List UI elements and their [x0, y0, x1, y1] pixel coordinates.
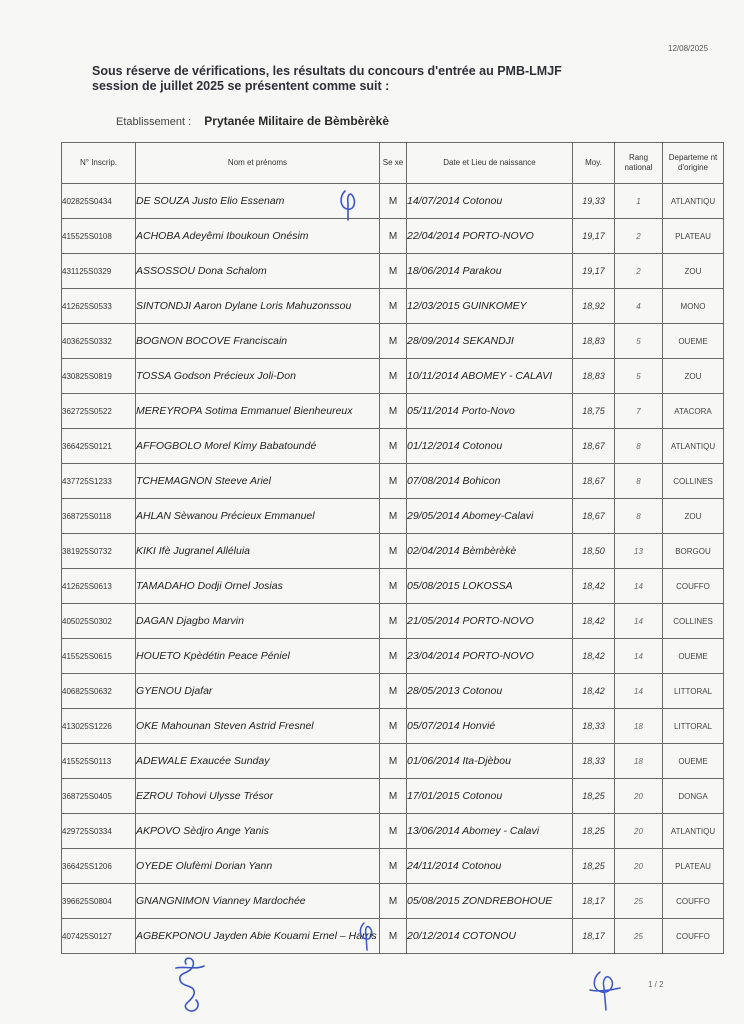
table-row: [62, 919, 724, 954]
candidate-name: AHLAN Sèwanou Précieux Emmanuel: [136, 499, 380, 534]
inscription-number: 429725S0334: [62, 814, 136, 849]
inscription-number: 415525S0615: [62, 639, 136, 674]
birth-date-place: 24/11/2014 Cotonou: [407, 849, 573, 884]
initial-mark-last-row: [356, 920, 378, 952]
birth-date-place: 05/11/2014 Porto-Novo: [407, 394, 573, 429]
candidate-sex: M: [380, 464, 407, 499]
birth-date-place: 13/06/2014 Abomey - Calavi: [407, 814, 573, 849]
average-score: 18,25: [573, 849, 615, 884]
department-of-origin: COLLINES: [663, 464, 724, 499]
candidate-sex: M: [380, 254, 407, 289]
candidate-sex: M: [380, 709, 407, 744]
national-rank: 14: [615, 639, 663, 674]
signature-right: [586, 966, 624, 1012]
department-of-origin: COLLINES: [663, 604, 724, 639]
inscription-number: 437725S1233: [62, 464, 136, 499]
candidate-sex: M: [380, 674, 407, 709]
inscription-number: 412625S0533: [62, 289, 136, 324]
average-score: 18,17: [573, 919, 615, 954]
table-row: [62, 639, 724, 674]
candidate-sex: M: [380, 359, 407, 394]
candidate-sex: M: [380, 324, 407, 359]
table-row: [62, 779, 724, 814]
establishment: [116, 114, 389, 128]
national-rank: 1: [615, 184, 663, 219]
department-of-origin: LITTORAL: [663, 674, 724, 709]
national-rank: 18: [615, 744, 663, 779]
average-score: 18,92: [573, 289, 615, 324]
candidate-sex: M: [380, 569, 407, 604]
table-row: [62, 744, 724, 779]
candidate-sex: M: [380, 289, 407, 324]
department-of-origin: COUFFO: [663, 569, 724, 604]
birth-date-place: 29/05/2014 Abomey-Calavi: [407, 499, 573, 534]
national-rank: 4: [615, 289, 663, 324]
national-rank: 8: [615, 499, 663, 534]
department-of-origin: OUEME: [663, 324, 724, 359]
print-date: 12/08/2025: [668, 44, 709, 53]
results-table: [61, 142, 724, 954]
average-score: 18,25: [573, 779, 615, 814]
candidate-sex: M: [380, 639, 407, 674]
initial-mark-row1: [336, 188, 362, 222]
national-rank: 2: [615, 254, 663, 289]
table-row: [62, 604, 724, 639]
table-row: [62, 499, 724, 534]
department-of-origin: PLATEAU: [663, 219, 724, 254]
national-rank: 25: [615, 919, 663, 954]
inscription-number: 403625S0332: [62, 324, 136, 359]
average-score: 18,67: [573, 499, 615, 534]
candidate-sex: M: [380, 534, 407, 569]
national-rank: 20: [615, 814, 663, 849]
department-of-origin: ZOU: [663, 499, 724, 534]
department-of-origin: ATLANTIQU: [663, 184, 724, 219]
candidate-sex: M: [380, 849, 407, 884]
national-rank: 20: [615, 849, 663, 884]
average-score: 18,33: [573, 709, 615, 744]
candidate-name: HOUETO Kpèdétin Peace Péniel: [136, 639, 380, 674]
inscription-number: 381925S0732: [62, 534, 136, 569]
results-body: [62, 184, 724, 954]
table-row: [62, 849, 724, 884]
table-row: [62, 464, 724, 499]
average-score: 18,42: [573, 569, 615, 604]
col-header-department: Departeme nt d'origine: [663, 143, 724, 184]
national-rank: 18: [615, 709, 663, 744]
candidate-sex: M: [380, 884, 407, 919]
inscription-number: 413025S1226: [62, 709, 136, 744]
birth-date-place: 12/03/2015 GUINKOMEY: [407, 289, 573, 324]
inscription-number: 368725S0118: [62, 499, 136, 534]
department-of-origin: ATLANTIQU: [663, 429, 724, 464]
col-header-name: Nom et prénoms: [136, 143, 380, 184]
col-header-sex: Se xe: [380, 143, 407, 184]
average-score: 18,25: [573, 814, 615, 849]
birth-date-place: 23/04/2014 PORTO-NOVO: [407, 639, 573, 674]
candidate-sex: M: [380, 779, 407, 814]
national-rank: 14: [615, 569, 663, 604]
candidate-sex: M: [380, 814, 407, 849]
average-score: 19,33: [573, 184, 615, 219]
candidate-name: MEREYROPA Sotima Emmanuel Bienheureux: [136, 394, 380, 429]
inscription-number: 405025S0302: [62, 604, 136, 639]
page-number: 1 / 2: [648, 980, 664, 989]
department-of-origin: BORGOU: [663, 534, 724, 569]
col-header-birth: Date et Lieu de naissance: [407, 143, 573, 184]
department-of-origin: ZOU: [663, 254, 724, 289]
candidate-name: AKPOVO Sèdjro Ange Yanis: [136, 814, 380, 849]
table-row: [62, 884, 724, 919]
department-of-origin: OUEME: [663, 639, 724, 674]
candidate-name: ACHOBA Adeyêmi Iboukoun Onésim: [136, 219, 380, 254]
table-row: [62, 534, 724, 569]
birth-date-place: 20/12/2014 COTONOU: [407, 919, 573, 954]
department-of-origin: ZOU: [663, 359, 724, 394]
candidate-name: AGBEKPONOU Jayden Abie Kouami Ernel – Harris: [136, 919, 380, 954]
department-of-origin: OUEME: [663, 744, 724, 779]
table-row: [62, 324, 724, 359]
national-rank: 20: [615, 779, 663, 814]
birth-date-place: 28/05/2013 Cotonou: [407, 674, 573, 709]
candidate-sex: M: [380, 184, 407, 219]
candidate-name: TOSSA Godson Précieux Joli-Don: [136, 359, 380, 394]
table-row: [62, 394, 724, 429]
table-row: [62, 814, 724, 849]
national-rank: 14: [615, 604, 663, 639]
inscription-number: 368725S0405: [62, 779, 136, 814]
candidate-name: TAMADAHO Dodji Ornel Josias: [136, 569, 380, 604]
department-of-origin: ATLANTIQU: [663, 814, 724, 849]
average-score: 18,42: [573, 639, 615, 674]
birth-date-place: 05/08/2015 ZONDREBOHOUE: [407, 884, 573, 919]
table-row: [62, 289, 724, 324]
average-score: 19,17: [573, 219, 615, 254]
candidate-name: SINTONDJI Aaron Dylane Loris Mahuzonssou: [136, 289, 380, 324]
national-rank: 8: [615, 464, 663, 499]
candidate-name: DAGAN Djagbo Marvin: [136, 604, 380, 639]
col-header-rank: Rang national: [615, 143, 663, 184]
average-score: 18,67: [573, 429, 615, 464]
national-rank: 8: [615, 429, 663, 464]
table-row: [62, 674, 724, 709]
department-of-origin: ATACORA: [663, 394, 724, 429]
inscription-number: 431125S0329: [62, 254, 136, 289]
national-rank: 14: [615, 674, 663, 709]
inscription-number: 406825S0632: [62, 674, 136, 709]
birth-date-place: 17/01/2015 Cotonou: [407, 779, 573, 814]
candidate-sex: M: [380, 429, 407, 464]
table-header-row: [62, 143, 724, 184]
candidate-name: OKE Mahounan Steven Astrid Fresnel: [136, 709, 380, 744]
birth-date-place: 05/07/2014 Honvié: [407, 709, 573, 744]
table-row: [62, 254, 724, 289]
national-rank: 2: [615, 219, 663, 254]
birth-date-place: 14/07/2014 Cotonou: [407, 184, 573, 219]
birth-date-place: 02/04/2014 Bèmbèrèkè: [407, 534, 573, 569]
inscription-number: 430825S0819: [62, 359, 136, 394]
average-score: 18,83: [573, 359, 615, 394]
average-score: 18,42: [573, 674, 615, 709]
candidate-name: KIKI Ifè Jugranel Alléluia: [136, 534, 380, 569]
average-score: 18,42: [573, 604, 615, 639]
national-rank: 7: [615, 394, 663, 429]
birth-date-place: 21/05/2014 PORTO-NOVO: [407, 604, 573, 639]
department-of-origin: COUFFO: [663, 919, 724, 954]
department-of-origin: MONO: [663, 289, 724, 324]
average-score: 18,75: [573, 394, 615, 429]
inscription-number: 362725S0522: [62, 394, 136, 429]
candidate-sex: M: [380, 499, 407, 534]
candidate-name: GNANGNIMON Vianney Mardochée: [136, 884, 380, 919]
table-row: [62, 219, 724, 254]
inscription-number: 396625S0804: [62, 884, 136, 919]
birth-date-place: 01/12/2014 Cotonou: [407, 429, 573, 464]
inscription-number: 412625S0613: [62, 569, 136, 604]
birth-date-place: 01/06/2014 Ita-Djèbou: [407, 744, 573, 779]
inscription-number: 402825S0434: [62, 184, 136, 219]
average-score: 18,67: [573, 464, 615, 499]
national-rank: 5: [615, 324, 663, 359]
department-of-origin: PLATEAU: [663, 849, 724, 884]
department-of-origin: COUFFO: [663, 884, 724, 919]
inscription-number: 407425S0127: [62, 919, 136, 954]
title-line-2: session de juillet 2025 se présentent comme suit :: [92, 79, 390, 93]
national-rank: 25: [615, 884, 663, 919]
national-rank: 13: [615, 534, 663, 569]
average-score: 18,33: [573, 744, 615, 779]
signature-left: [166, 954, 214, 1016]
average-score: 19,17: [573, 254, 615, 289]
birth-date-place: 22/04/2014 PORTO-NOVO: [407, 219, 573, 254]
candidate-name: AFFOGBOLO Morel Kimy Babatoundé: [136, 429, 380, 464]
inscription-number: 415525S0108: [62, 219, 136, 254]
candidate-sex: M: [380, 919, 407, 954]
candidate-name: GYENOU Djafar: [136, 674, 380, 709]
table-row: [62, 184, 724, 219]
candidate-sex: M: [380, 744, 407, 779]
department-of-origin: LITTORAL: [663, 709, 724, 744]
candidate-name: ADEWALE Exaucée Sunday: [136, 744, 380, 779]
average-score: 18,50: [573, 534, 615, 569]
candidate-name: TCHEMAGNON Steeve Ariel: [136, 464, 380, 499]
candidate-name: EZROU Tohovi Ulysse Trésor: [136, 779, 380, 814]
inscription-number: 415525S0113: [62, 744, 136, 779]
average-score: 18,83: [573, 324, 615, 359]
inscription-number: 366425S1206: [62, 849, 136, 884]
birth-date-place: 05/08/2015 LOKOSSA: [407, 569, 573, 604]
birth-date-place: 07/08/2014 Bohicon: [407, 464, 573, 499]
national-rank: 5: [615, 359, 663, 394]
col-header-average: Moy.: [573, 143, 615, 184]
candidate-name: BOGNON BOCOVE Franciscain: [136, 324, 380, 359]
candidate-name: DE SOUZA Justo Elio Essenam: [136, 184, 380, 219]
table-row: [62, 709, 724, 744]
candidate-name: OYEDE Olufèmi Dorian Yann: [136, 849, 380, 884]
table-row: [62, 429, 724, 464]
establishment-name: Prytanée Militaire de Bèmbèrèkè: [204, 114, 390, 128]
col-header-inscription: N° Inscrip.: [62, 143, 136, 184]
table-row: [62, 569, 724, 604]
department-of-origin: DONGA: [663, 779, 724, 814]
document-title: [92, 64, 692, 94]
average-score: 18,17: [573, 884, 615, 919]
candidate-sex: M: [380, 219, 407, 254]
table-row: [62, 359, 724, 394]
candidate-sex: M: [380, 394, 407, 429]
inscription-number: 366425S0121: [62, 429, 136, 464]
birth-date-place: 18/06/2014 Parakou: [407, 254, 573, 289]
candidate-name: ASSOSSOU Dona Schalom: [136, 254, 380, 289]
birth-date-place: 10/11/2014 ABOMEY - CALAVI: [407, 359, 573, 394]
establishment-label: Etablissement :: [116, 116, 192, 128]
candidate-sex: M: [380, 604, 407, 639]
title-line-1: Sous réserve de vérifications, les résultats du concours d'entrée au PMB-LMJF: [92, 64, 562, 78]
birth-date-place: 28/09/2014 SEKANDJI: [407, 324, 573, 359]
